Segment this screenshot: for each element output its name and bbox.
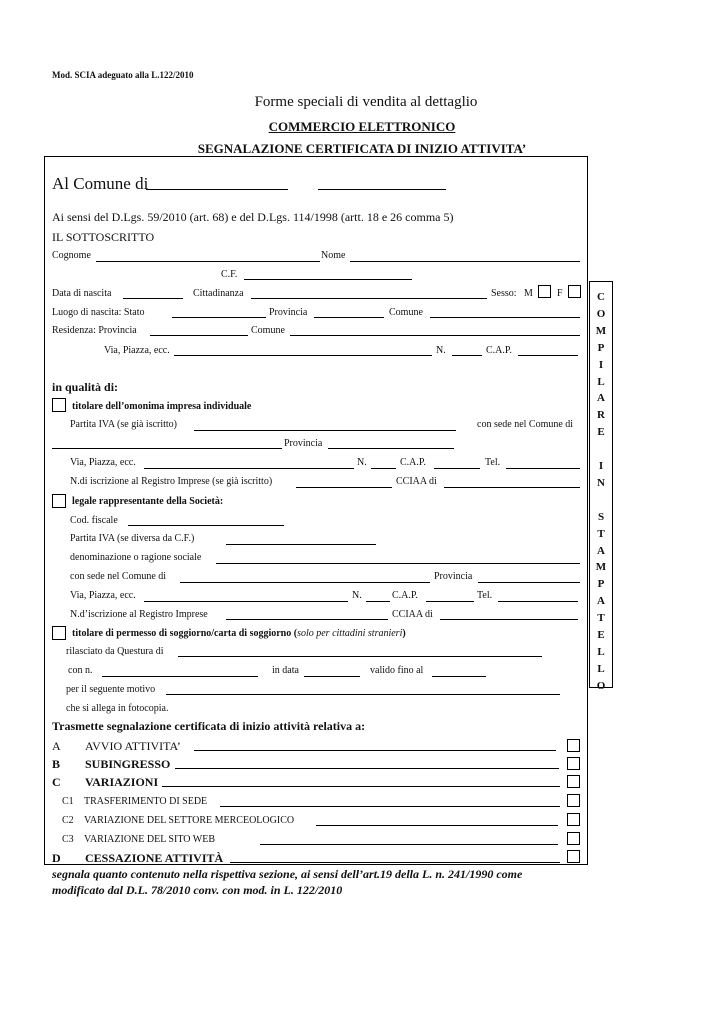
side-letter: R (597, 409, 605, 422)
sede-comune-field[interactable] (52, 448, 282, 449)
option-d-checkbox[interactable] (567, 850, 580, 863)
option-c1-code: C1 (62, 796, 74, 807)
partita-iva-field[interactable] (194, 430, 456, 431)
side-letter: O (596, 679, 606, 692)
option-c2-code: C2 (62, 815, 74, 826)
option-c1-checkbox[interactable] (567, 794, 580, 807)
titolare-label: titolare dell’omonima impresa individuale (72, 401, 252, 412)
side-letter: E (597, 629, 605, 641)
sesso-m-checkbox[interactable] (538, 285, 551, 298)
comune-label: Al Comune di (52, 174, 149, 193)
side-letter: A (597, 544, 605, 557)
cciaa-label: CCIAA di (396, 476, 437, 487)
option-c3-label: VARIAZIONE DEL SITO WEB (84, 834, 216, 845)
con-n-label: con n. (68, 665, 93, 676)
cciaa-field[interactable] (444, 487, 580, 488)
option-a-letter: A (52, 739, 61, 753)
soc-cap-label: C.A.P. (392, 590, 418, 601)
sesso-f-checkbox[interactable] (568, 285, 581, 298)
comune-nascita-label: Comune (389, 307, 423, 318)
sede-n-label: N. (357, 457, 367, 468)
soc-tel-field[interactable] (498, 601, 578, 602)
sede-cap-field[interactable] (434, 468, 480, 469)
side-letter: E (597, 426, 605, 439)
soc-n-field[interactable] (366, 601, 390, 602)
in-data-label: in data (272, 665, 299, 676)
sede-via-field[interactable] (144, 468, 354, 469)
side-letter: C (597, 291, 605, 303)
residenza-cap-field[interactable] (518, 355, 578, 356)
denominazione-label: denominazione o ragione sociale (70, 552, 202, 563)
title-commercio: COMMERCIO ELETTRONICO (268, 119, 456, 134)
soc-tel-label: Tel. (477, 590, 493, 601)
stato-field[interactable] (172, 317, 266, 318)
sede-n-field[interactable] (371, 468, 396, 469)
option-b-field[interactable] (175, 768, 559, 769)
legale-label: legale rappresentante della Società: (72, 496, 224, 507)
motivo-label: per il seguente motivo (66, 684, 156, 695)
option-c1-label: TRASFERIMENTO DI SEDE (84, 796, 208, 807)
option-c3-field[interactable] (260, 844, 558, 845)
residenza-n-field[interactable] (452, 355, 482, 356)
footer-line-2: modificato dal D.L. 78/2010 conv. con mod. in L. 122/2010 (52, 883, 343, 897)
soc-via-label: Via, Piazza, ecc. (70, 590, 136, 601)
nome-field[interactable] (350, 261, 580, 262)
comune-nascita-field[interactable] (430, 317, 580, 318)
option-b-checkbox[interactable] (567, 757, 580, 770)
trasmette-heading: Trasmette segnalazione certificata di inizio attività relativa a: (52, 719, 366, 733)
option-b-label: SUBINGRESSO (85, 757, 171, 771)
soc-cciaa-field[interactable] (440, 619, 578, 620)
cittadinanza-field[interactable] (251, 298, 487, 299)
luogo-nascita-label: Luogo di nascita: Stato (52, 307, 145, 318)
cod-fiscale-label: Cod. fiscale (70, 515, 118, 526)
soc-iscrizione-label: N.d’iscrizione al Registro Imprese (70, 609, 208, 620)
sede-via-label: Via, Piazza, ecc. (70, 457, 136, 468)
side-letter: I (598, 358, 604, 371)
provincia-nascita-label: Provincia (269, 307, 308, 318)
side-letter: M (595, 324, 607, 337)
cognome-label: Cognome (52, 250, 91, 261)
option-c2-field[interactable] (316, 825, 558, 826)
residenza-via-field[interactable] (174, 355, 432, 356)
title-forme: Forme speciali di vendita al dettaglio (254, 94, 478, 110)
sede-tel-label: Tel. (485, 457, 501, 468)
soc-iscrizione-field[interactable] (226, 619, 388, 620)
option-c1-field[interactable] (220, 806, 560, 807)
legale-checkbox[interactable] (52, 494, 66, 508)
cognome-field[interactable] (96, 261, 320, 262)
option-c-checkbox[interactable] (567, 775, 580, 788)
sesso-f-label: F (557, 288, 563, 299)
valido-field[interactable] (432, 676, 486, 677)
soc-sede-comune-field[interactable] (180, 582, 430, 583)
side-letter: S (597, 510, 605, 523)
option-c3-checkbox[interactable] (567, 832, 580, 845)
motivo-field[interactable] (166, 694, 560, 695)
option-c-label: VARIAZIONI (85, 775, 159, 789)
sede-comune-label: con sede nel Comune di (477, 419, 574, 430)
data-nascita-field[interactable] (123, 298, 183, 299)
option-c-field[interactable] (162, 786, 560, 787)
permesso-label: titolare di permesso di soggiorno/carta di soggiorno (solo per cittadini stranieri) (72, 628, 406, 639)
soc-sede-comune-label: con sede nel Comune di (70, 571, 167, 582)
comune-field-2[interactable] (318, 189, 446, 190)
side-letter: N (597, 476, 605, 489)
side-letter: L (597, 645, 605, 658)
residenza-via-label: Via, Piazza, ecc. (104, 345, 170, 356)
side-letter: L (597, 375, 605, 388)
soc-via-field[interactable] (144, 601, 348, 602)
option-c2-label: VARIAZIONE DEL SETTORE MERCEOLOGICO (84, 815, 295, 826)
option-d-letter: D (52, 851, 61, 865)
soc-cciaa-label: CCIAA di (392, 609, 433, 620)
comune-field[interactable] (146, 189, 288, 190)
provincia-nascita-field[interactable] (314, 317, 384, 318)
option-c-letter: C (52, 775, 61, 789)
side-letter: P (597, 578, 605, 591)
denominazione-field[interactable] (216, 563, 580, 564)
soc-cap-field[interactable] (426, 601, 474, 602)
legal-reference: Ai sensi del D.Lgs. 59/2010 (art. 68) e del D.Lgs. 114/1998 (artt. 18 e 26 comma 5) (52, 210, 454, 224)
side-letter: I (598, 460, 604, 472)
iscrizione-label: N.di iscrizione al Registro Imprese (se già iscritto) (70, 476, 273, 487)
option-b-letter: B (52, 757, 61, 771)
option-a-label: AVVIO ATTIVITA’ (85, 739, 181, 753)
iscrizione-field[interactable] (296, 487, 392, 488)
model-label: Mod. SCIA adeguato alla L.122/2010 (52, 70, 194, 80)
partita-iva-label: Partita IVA (se già iscritto) (70, 419, 178, 430)
side-letter: A (597, 595, 605, 608)
titolare-checkbox[interactable] (52, 398, 66, 412)
side-letter: L (597, 662, 605, 675)
cittadinanza-label: Cittadinanza (193, 288, 244, 299)
sede-tel-field[interactable] (506, 468, 580, 469)
sesso-label: Sesso: (491, 288, 517, 299)
soc-n-label: N. (352, 590, 362, 601)
option-c2-checkbox[interactable] (567, 813, 580, 826)
questura-label: rilasciato da Questura di (66, 646, 164, 657)
sede-provincia-field[interactable] (328, 448, 454, 449)
sede-cap-label: C.A.P. (400, 457, 426, 468)
questura-field[interactable] (178, 656, 542, 657)
side-letter: P (597, 341, 605, 354)
side-letter: T (597, 612, 605, 625)
cod-fiscale-field[interactable] (128, 525, 284, 526)
option-c3-code: C3 (62, 834, 74, 845)
side-letter: O (596, 307, 606, 320)
cf-field[interactable] (244, 279, 412, 280)
soc-provincia-field[interactable] (478, 582, 580, 583)
partita-iva-soc-label: Partita IVA (se diversa da C.F.) (70, 533, 195, 544)
side-letter: T (597, 527, 605, 540)
sede-provincia-label: Provincia (284, 438, 323, 449)
fotocopia-text: che si allega in fotocopia. (66, 703, 169, 714)
data-nascita-label: Data di nascita (52, 288, 112, 299)
nome-label: Nome (321, 250, 346, 261)
residenza-provincia-field[interactable] (150, 335, 248, 336)
soc-provincia-label: Provincia (434, 571, 473, 582)
option-a-field[interactable] (194, 750, 556, 751)
sesso-m-label: M (524, 288, 533, 299)
qualita-heading: in qualità di: (52, 380, 119, 394)
residenza-cap-label: C.A.P. (486, 345, 512, 356)
side-letter: M (595, 561, 607, 574)
title-scia: SEGNALAZIONE CERTIFICATA DI INIZIO ATTIVITA’ (197, 141, 527, 156)
residenza-n-label: N. (436, 345, 446, 356)
residenza-comune-label: Comune (251, 325, 285, 336)
partita-iva-soc-field[interactable] (226, 544, 376, 545)
option-a-checkbox[interactable] (567, 739, 580, 752)
option-d-label: CESSAZIONE ATTIVITÀ (85, 851, 224, 865)
permesso-checkbox[interactable] (52, 626, 66, 640)
residenza-label: Residenza: Provincia (52, 325, 137, 336)
con-n-field[interactable] (102, 676, 258, 677)
side-letter: A (597, 392, 605, 405)
residenza-comune-field[interactable] (290, 335, 580, 336)
cf-label: C.F. (221, 269, 238, 280)
sottoscritto-heading: IL SOTTOSCRITTO (52, 230, 155, 244)
in-data-field[interactable] (304, 676, 360, 677)
permesso-note: solo per cittadini stranieri (297, 628, 403, 639)
option-d-field[interactable] (230, 862, 560, 863)
footer-line-1: segnala quanto contenuto nella rispettiva sezione, ai sensi dell’art.19 della L. n. 241/1990 come (52, 867, 523, 881)
valido-label: valido fino al (370, 665, 424, 676)
